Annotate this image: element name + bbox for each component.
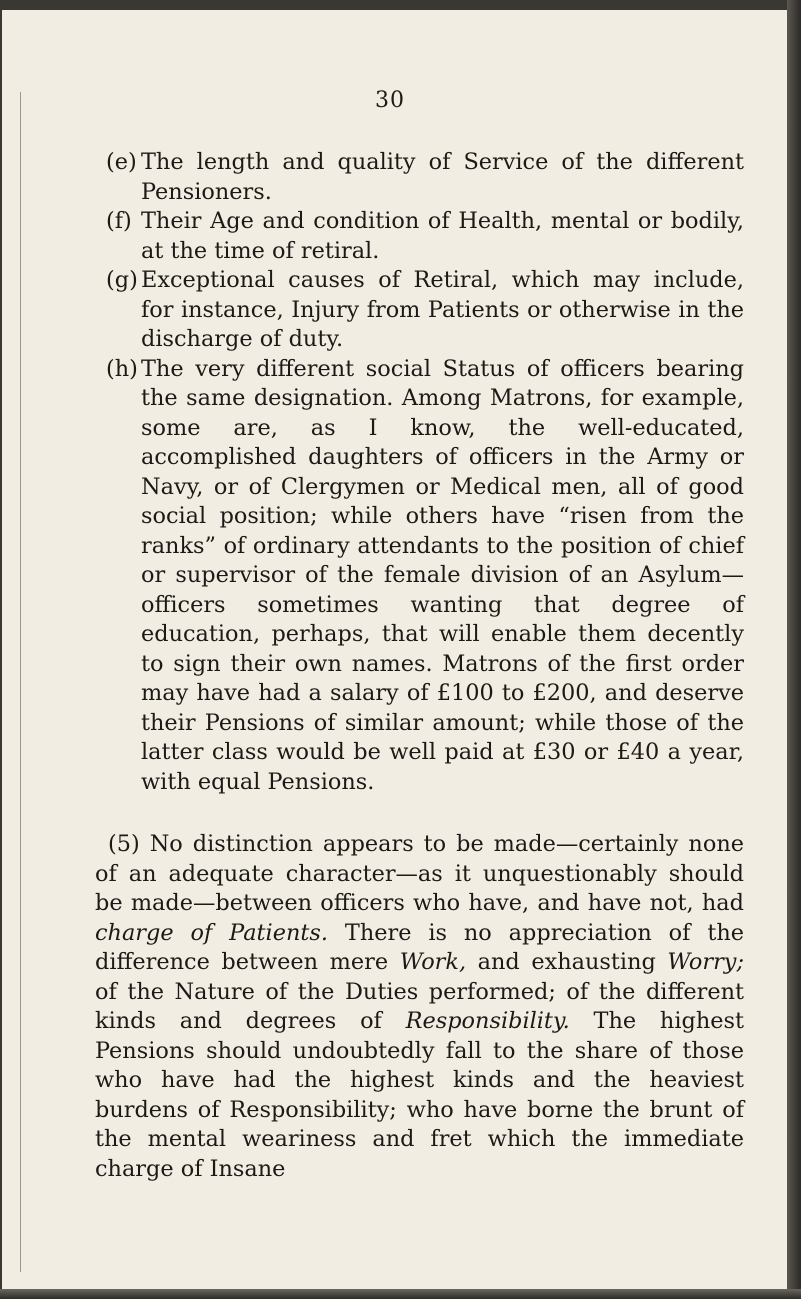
item-marker: (e) [106,149,137,175]
item-text: The length and quality of Service of the different Pensioners. [141,149,744,205]
item-text: Their Age and condition of Health, mental or bodily, at the time of retiral. [141,208,744,264]
paragraph-text: There is no appreciation of the difference between mere [95,919,744,975]
italic-phrase: Work, [399,949,467,975]
paragraph-5 [2,830,790,1184]
paragraph-text: and exhausting [466,949,668,975]
book-edge-bottom [0,1289,801,1299]
paragraph-text: No distinction appears to be made—certainly none of an adequate character—as it unquestionably should be made—between officers who have, and have not, had [95,831,745,916]
page-top-edge [2,2,790,10]
italic-phrase: Worry; [667,949,744,975]
item-marker: (h) [106,355,138,382]
paragraph-number: (5) [108,831,140,857]
list-item-h [2,355,790,798]
italic-phrase: Responsibility. [405,1008,570,1034]
italic-phrase: charge of Patients. [95,919,328,946]
item-marker: (g) [106,267,138,293]
page-number: 30 [375,88,405,113]
list-item-f [2,207,790,266]
paragraph-text: of the Nature of the Duties performed; of the different kinds and degrees of [95,978,744,1034]
paragraph-text: The highest Pensions should undoubtedly fall to the share of those who have had the highest kinds and the heaviest burdens of Responsibility; who have borne the brunt of the mental weariness and fret which the immediate charge of Insane [95,1008,744,1182]
list-item-e [2,148,790,207]
item-marker: (f) [106,208,132,234]
item-text: The very different social Status of officers bearing the same designation. Among Matrons, for example, some are, as I know, the well-educated, accomplished daughters of officers in the Army or Navy, or of Clergymen or Medical men, all of good social position; while others have “risen from the ranks” of ordinary attendants to the position of chief or supervisor of the female division of an Asylum—officers sometimes wanting that degree of education, perhaps, that will enable them decently to sign their own names. Matrons of the first order may have had a salary of £100 to £200, and deserve their Pensions of similar amount; while those of the latter class would be well paid at £30 or £40 a year, with equal Pensions. [141,355,744,795]
book-edge-right [787,0,801,1299]
list-item-g [2,266,790,355]
item-text: Exceptional causes of Retiral, which may include, for instance, Injury from Patients or otherwise in the discharge of duty. [141,267,744,352]
page-body [2,148,790,1184]
